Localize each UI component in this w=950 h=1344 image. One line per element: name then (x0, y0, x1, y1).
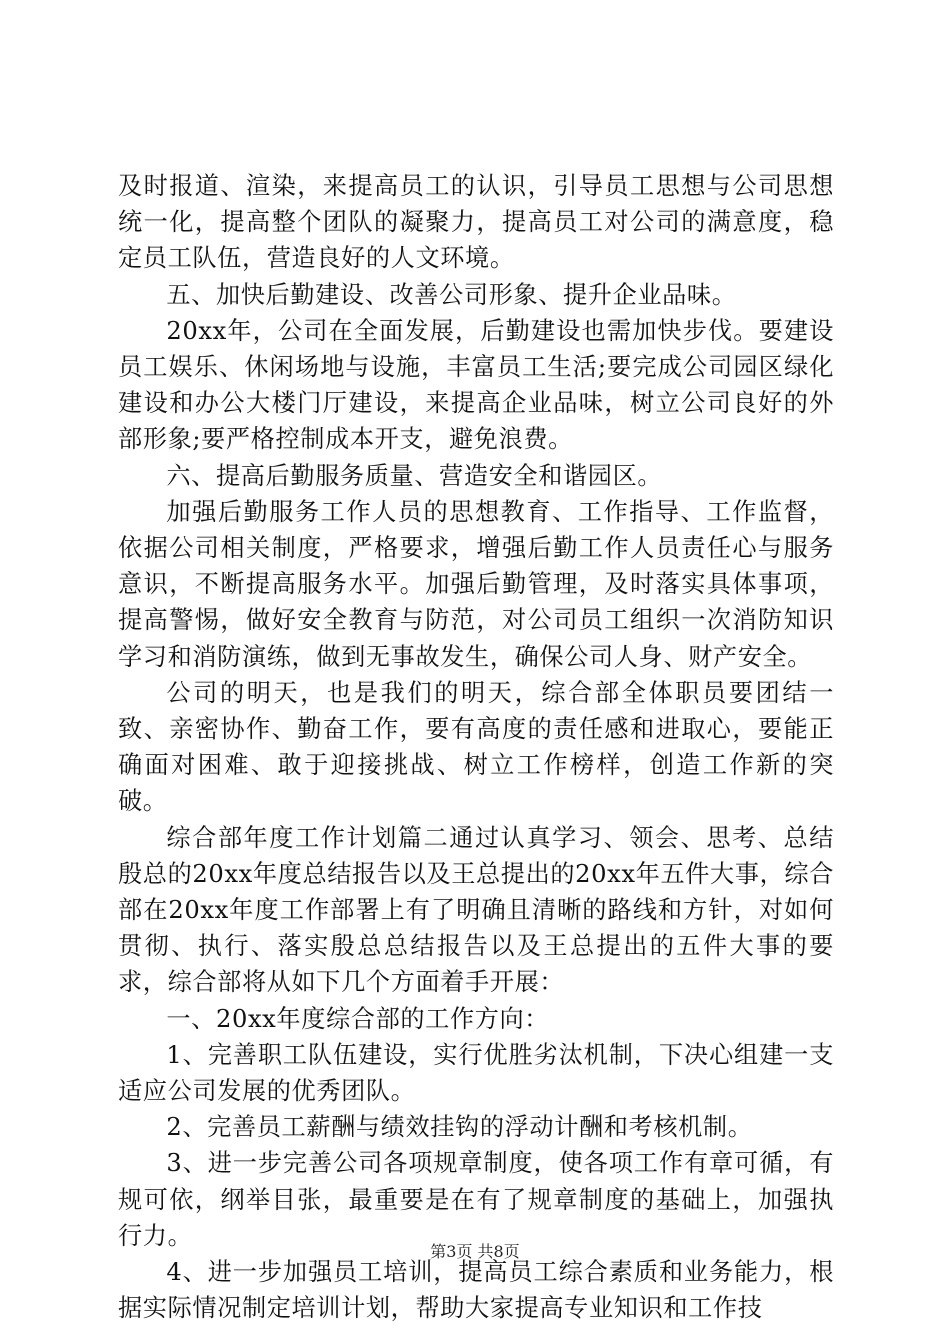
paragraph-logistics-service: 加强后勤服务工作人员的思想教育、工作指导、工作监督，依据公司相关制度，严格要求，增强后勤工作人员责任心与服务意识，不断提高服务水平。加强后勤管理，及时落实具体事项，提高警惕，做好安全教育与防范，对公司员工组织一次消防知识学习和消防演练，做到无事故发生，确保公司人身、财产安全。 (118, 497, 834, 671)
document-body (118, 168, 834, 1327)
paragraph-1: 及时报道、渲染，来提高员工的认识，引导员工思想与公司思想统一化，提高整个团队的凝聚力，提高员工对公司的满意度，稳定员工队伍，营造良好的人文环境。 (118, 172, 834, 273)
paragraph-plan-two-intro: 综合部年度工作计划篇二通过认真学习、领会、思考、总结殷总的20xx年度总结报告以及王总提出的20xx年五件大事，综合部在20xx年度工作部署上有了明确且清晰的路线和方针，对如何贯彻、执行、落实殷总总结报告以及王总提出的五件大事的要求，综合部将从如下几个方面着手开展： (118, 823, 834, 997)
heading-six: 六、提高后勤服务质量、营造安全和谐园区。 (166, 461, 663, 490)
heading-five: 五、加快后勤建设、改善公司形象、提升企业品味。 (166, 280, 737, 309)
list-item-4: 4、进一步加强员工培训，提高员工综合素质和业务能力，根据实际情况制定培训计划，帮助大家提高专业知识和工作技 (118, 1258, 834, 1323)
list-item-3: 3、进一步完善公司各项规章制度，使各项工作有章可循，有规可依，纲举目张，最重要是在有了规章制度的基础上，加强执行力。 (118, 1149, 834, 1250)
page-footer: 第3页 共8页 (430, 1242, 520, 1261)
paragraph-logistics-construction: 20xx年，公司在全面发展，后勤建设也需加快步伐。要建设员工娱乐、休闲场地与设施，丰富员工生活;要完成公司园区绿化建设和办公大楼门厅建设，来提高企业品味，树立公司良好的外部形象;要严格控制成本开支，避免浪费。 (118, 316, 834, 454)
paragraph-company-tomorrow: 公司的明天，也是我们的明天，综合部全体职员要团结一致、亲密协作、勤奋工作，要有高度的责任感和进取心，要能正确面对困难、敢于迎接挑战、树立工作榜样，创造工作新的突破。 (118, 678, 834, 816)
list-item-2: 2、完善员工薪酬与绩效挂钩的浮动计酬和考核机制。 (166, 1113, 753, 1142)
list-item-1: 1、完善职工队伍建设，实行优胜劣汰机制，下决心组建一支适应公司发展的优秀团队。 (118, 1040, 834, 1106)
heading-work-direction: 一、20xx年度综合部的工作方向： (166, 1004, 550, 1033)
